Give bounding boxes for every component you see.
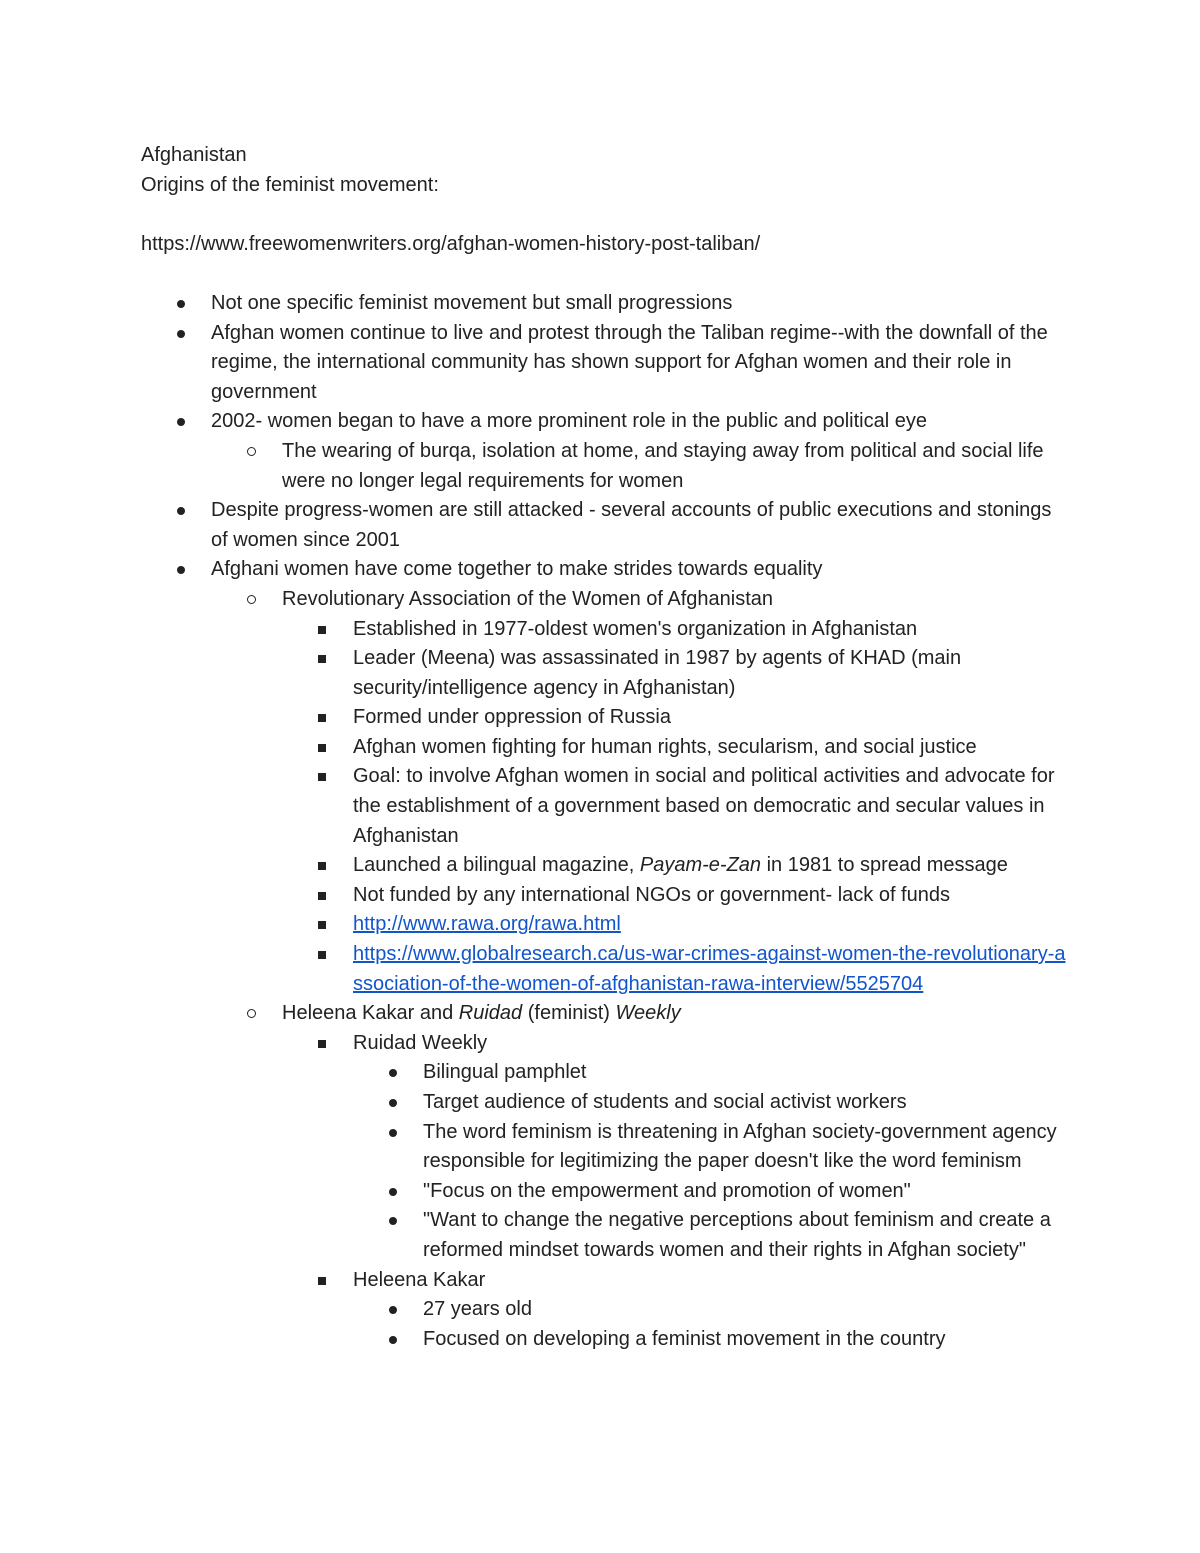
bullet-icon — [389, 1099, 397, 1107]
globalresearch-link[interactable]: https://www.globalresearch.ca/us-war-crimes-against-women-the-revolutionary-association-of-the-women-of-afghanistan-rawa-interview/5525704 — [353, 943, 1066, 995]
list-item — [141, 615, 1066, 645]
list-item — [141, 407, 1066, 437]
rawa-link[interactable]: http://www.rawa.org/rawa.html — [353, 913, 621, 936]
square-bullet-icon — [318, 951, 326, 959]
bullet-icon — [389, 1336, 397, 1344]
document-subtitle: Origins of the feminist movement: — [141, 173, 439, 196]
blank-line — [141, 200, 1066, 230]
document-page — [141, 141, 1066, 1354]
list-item-text: Afghani women have come together to make strides towards equality — [211, 558, 823, 581]
list-item-text: 2002- women began to have a more prominent role in the public and political eye — [211, 410, 927, 433]
hollow-bullet-icon — [247, 447, 256, 456]
list-item — [141, 437, 1066, 496]
list-item — [141, 1295, 1066, 1325]
square-bullet-icon — [318, 1277, 326, 1285]
list-item — [141, 1177, 1066, 1207]
bullet-icon — [177, 507, 185, 515]
list-item — [141, 1206, 1066, 1265]
list-item-text: Formed under oppression of Russia — [353, 706, 671, 729]
square-bullet-icon — [318, 714, 326, 722]
bullet-icon — [389, 1069, 397, 1077]
square-bullet-icon — [318, 1040, 326, 1048]
list-item-text: Not one specific feminist movement but small progressions — [211, 291, 733, 314]
square-bullet-icon — [318, 892, 326, 900]
list-item — [141, 496, 1066, 555]
list-item — [141, 881, 1066, 911]
list-item-text: (feminist) — [522, 1002, 616, 1025]
list-item-text: Not funded by any international NGOs or government- lack of funds — [353, 883, 950, 906]
square-bullet-icon — [318, 862, 326, 870]
list-item — [141, 289, 1066, 319]
square-bullet-icon — [318, 655, 326, 663]
list-item-text: Ruidad Weekly — [353, 1031, 488, 1054]
list-item — [141, 851, 1066, 881]
document-title: Afghanistan — [141, 144, 247, 166]
magazine-title: Payam-e-Zan — [639, 854, 762, 877]
list-item-text: Despite progress-women are still attacked - several accounts of public executions and stonings of women since 2001 — [211, 499, 1052, 551]
list-item-text: The wearing of burqa, isolation at home, and staying away from political and social life were no longer legal requirements for women — [282, 439, 1044, 492]
list-item — [141, 910, 1066, 940]
square-bullet-icon — [318, 921, 326, 929]
hollow-bullet-icon — [247, 595, 256, 604]
list-item-text: Established in 1977-oldest women's organization in Afghanistan — [353, 617, 918, 640]
list-item-text: Heleena Kakar and — [282, 1002, 459, 1025]
square-bullet-icon — [318, 773, 326, 781]
blank-line — [141, 259, 1066, 289]
square-bullet-icon — [318, 744, 326, 752]
list-item — [141, 555, 1066, 585]
list-item-text: Leader (Meena) was assassinated in 1987 by agents of KHAD (main security/intelligence agency in Afghanistan) — [353, 647, 962, 699]
bullet-icon — [177, 300, 185, 308]
list-item-text: "Want to change the negative perceptions about feminism and create a reformed mindset towards women and their rights in Afghan society" — [423, 1209, 1051, 1261]
list-item-text: Launched a bilingual magazine, — [353, 854, 640, 877]
bullet-icon — [177, 330, 185, 338]
list-item — [141, 762, 1066, 851]
list-item-text: Afghan women continue to live and protest through the Taliban regime--with the downfall of the regime, the international community has shown support for Afghan women and their role in government — [211, 321, 1048, 403]
list-item-text: Revolutionary Association of the Women of Afghanistan — [282, 587, 774, 610]
list-item-kakar — [141, 999, 1066, 1029]
list-item — [141, 1118, 1066, 1177]
source-url: https://www.freewomenwriters.org/afghan-women-history-post-taliban/ — [141, 232, 761, 255]
outline-list — [141, 289, 1066, 1354]
list-item-text: Target audience of students and social activist workers — [423, 1091, 907, 1113]
list-item-text: Focused on developing a feminist movement in the country — [423, 1327, 946, 1350]
list-item — [141, 1058, 1066, 1088]
list-item-text: in 1981 to spread message — [761, 854, 1008, 877]
bullet-icon — [177, 418, 185, 426]
list-item — [141, 1088, 1066, 1118]
list-item — [141, 733, 1066, 763]
list-item-text: Goal: to involve Afghan women in social and political activities and advocate for the establishment of a government based on democratic and secular values in Afghanistan — [353, 765, 1055, 847]
list-item — [141, 1325, 1066, 1355]
list-item — [141, 319, 1066, 408]
publication-name: Weekly — [615, 1002, 681, 1025]
list-item — [141, 1266, 1066, 1296]
hollow-bullet-icon — [247, 1009, 256, 1018]
list-item-text: Bilingual pamphlet — [423, 1061, 587, 1084]
list-item — [141, 703, 1066, 733]
bullet-icon — [177, 566, 185, 574]
list-item — [141, 940, 1066, 999]
list-item — [141, 644, 1066, 703]
list-item-text: Afghan women fighting for human rights, secularism, and social justice — [353, 735, 977, 758]
bullet-icon — [389, 1217, 397, 1225]
bullet-icon — [389, 1188, 397, 1196]
list-item-text: Heleena Kakar — [353, 1268, 486, 1291]
list-item-text: 27 years old — [423, 1298, 532, 1321]
square-bullet-icon — [318, 626, 326, 634]
list-item-text: "Focus on the empowerment and promotion of women" — [423, 1179, 911, 1202]
bullet-icon — [389, 1129, 397, 1137]
list-item — [141, 1029, 1066, 1059]
list-item-rawa — [141, 585, 1066, 615]
bullet-icon — [389, 1306, 397, 1314]
publication-name: Ruidad — [458, 1002, 523, 1025]
list-item-text: The word feminism is threatening in Afghan society-government agency responsible for legitimizing the paper doesn't like the word feminism — [423, 1120, 1057, 1173]
